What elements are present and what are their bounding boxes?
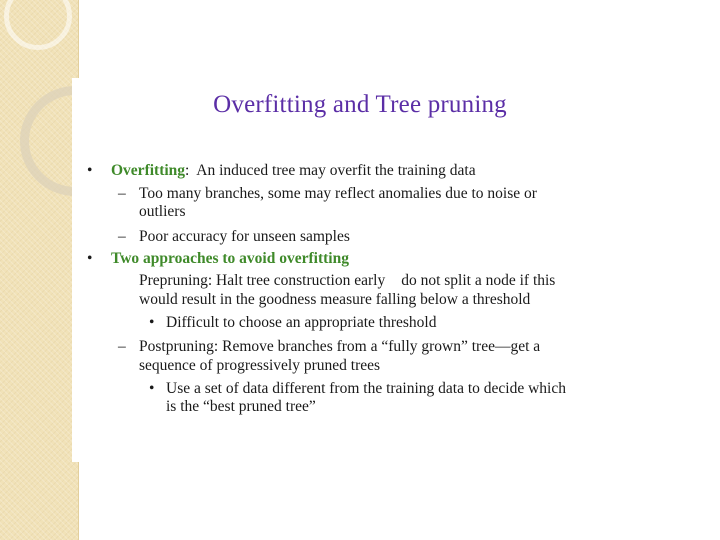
bullet-marker: • (87, 162, 93, 179)
overfitting-colon: : (185, 162, 190, 179)
sub-item-postpruning-cont: sequence of progressively pruned trees (139, 357, 381, 374)
sub-item-prepruning-cont: would result in the goodness measure falling below a threshold (139, 291, 531, 308)
dash-marker: – (118, 185, 126, 202)
sub-item-prepruning (139, 272, 555, 290)
prepruning-text-a: Prepruning: Halt tree construction early (139, 272, 386, 289)
sub-item-too-many-branches: Too many branches, some may reflect anomalies due to noise or (139, 185, 537, 202)
bullet-marker: • (149, 380, 155, 397)
overfitting-text: An induced tree may overfit the training data (196, 162, 476, 179)
sub-item-postpruning: Postpruning: Remove branches from a “fully grown” tree—get a (139, 338, 541, 355)
slide-title: Overfitting and Tree pruning (213, 91, 507, 118)
overfitting-term: Overfitting (111, 162, 186, 179)
dash-marker: – (118, 228, 126, 245)
sub-sub-item-use-set: Use a set of data different from the training data to decide which (166, 380, 566, 397)
decorative-side-band (0, 0, 79, 540)
bullet-marker: • (87, 250, 93, 267)
dash-marker: – (118, 338, 126, 355)
sub-sub-item-difficult: Difficult to choose an appropriate threshold (166, 314, 437, 331)
sub-item-too-many-branches-cont: outliers (139, 203, 186, 220)
bullet-overfitting (111, 162, 476, 180)
bullet-two-approaches: Two approaches to avoid overfitting (111, 250, 349, 267)
sub-sub-item-use-set-cont: is the “best pruned tree” (166, 398, 316, 415)
bullet-marker: • (149, 314, 155, 331)
prepruning-text-b: do not split a node if this (401, 272, 556, 289)
sub-item-poor-accuracy: Poor accuracy for unseen samples (139, 228, 350, 245)
decorative-ring (4, 0, 72, 50)
